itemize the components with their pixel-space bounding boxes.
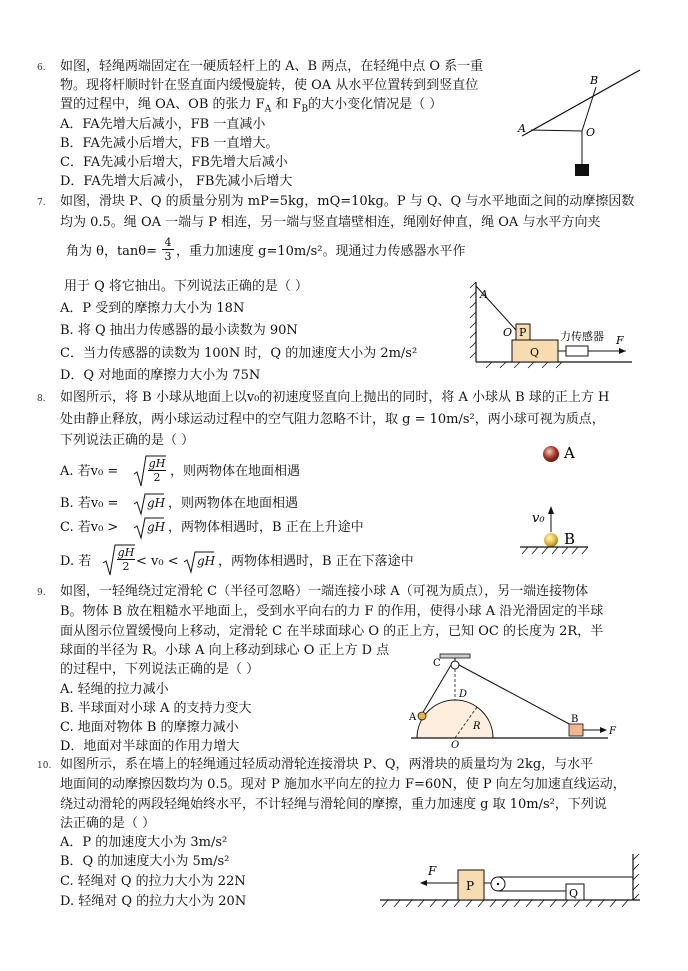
q9-line-4: 球面的半径为 R。小球 A 向上移动到球心 O 正上方 D 点	[60, 643, 390, 658]
label-p: P	[519, 326, 527, 339]
q8-option-b: B. 若v₀ =	[60, 496, 119, 511]
q8-line-2: 处由静止释放，两小球运动过程中的空气阻力忽略不计，取 g = 10m/s²，两小球可视为质点，	[60, 412, 605, 427]
q7-line-3b: ，重力加速度 g=10m/s²。现通过力传感器水平作	[176, 244, 466, 259]
q6-line-1: 如图，轻绳两端固定在一硬质轻杆上的 A、B 两点，在轻绳中点 O 系一重	[60, 59, 484, 74]
q10-option-b: B．Q 的加速度大小为 5m/s²	[60, 854, 230, 869]
tan-fraction: 4 3	[162, 236, 174, 263]
label-a: A	[480, 288, 488, 301]
label-a: A	[518, 122, 526, 135]
question-number: 8.	[37, 394, 46, 404]
label-q: Q	[569, 887, 579, 900]
question-number: 7.	[37, 198, 46, 208]
q10-line-3: 绕过动滑轮的两段轻绳始终水平，不计轻绳与滑轮间的摩擦，重力加速度 g 取 10m/s²，下列说	[60, 797, 607, 812]
question-number: 10.	[37, 761, 52, 771]
label-b: B	[564, 530, 576, 548]
q9-line-1: 如图，一轻绳绕过定滑轮 C（半径可忽略）一端连接小球 A（可视为质点），另一端连接物体	[60, 584, 589, 599]
q6-option-a: A．FA先增大后减小，FB 一直减小	[60, 117, 266, 132]
q7-option-a: A．P 受到的摩擦力大小为 18N	[60, 301, 245, 316]
q7-option-c: C．当力传感器的读数为 100N 时，Q 的加速度大小为 2m/s²	[60, 346, 418, 361]
label-o: O	[586, 126, 596, 139]
q8-option-a: A. 若v₀ =	[60, 464, 119, 479]
label-b: B	[590, 74, 599, 87]
q9-hemisphere-figure	[403, 652, 625, 752]
q10-option-d: D. 轻绳对 Q 的拉力大小为 20N	[60, 894, 247, 909]
q10-option-a: A．P 的加速度大小为 3m/s²	[60, 835, 228, 850]
q7-sensor-figure	[466, 278, 636, 370]
label-o: O	[451, 740, 460, 751]
q8-line-1: 如图所示，将 B 小球从地面上以v₀的初速度竖直向上抛出的同时，将 A 小球从 B 球的正上方 H	[60, 390, 610, 405]
q6-rod-figure	[508, 68, 658, 193]
label-q: Q	[530, 346, 540, 359]
q6-line-2: 物。现将杆顺时针在竖直面内缓慢旋转，使 OA 从水平位置转到到竖直位	[60, 78, 479, 93]
q9-option-b: B. 半球面对小球 A 的支持力变大	[60, 701, 252, 716]
q7-line-4: 用于 Q 将它抽出。下列说法正确的是（ ）	[64, 279, 309, 294]
label-f: F	[609, 726, 616, 737]
q8-option-c-suffix: ，两物体相遇时，B 正在上升途中	[168, 520, 364, 535]
q6-option-d: D．FA先增大后减小， FB先减小后增大	[60, 174, 293, 189]
label-a: A	[564, 444, 575, 462]
q9-option-d: D．地面对半球面的作用力增大	[60, 739, 240, 754]
label-c: C	[433, 658, 441, 669]
q9-line-2: B。物体 B 放在粗糙水平地面上，受到水平向右的力 F 的作用，使得小球 A 沿光滑固定的半球	[60, 604, 604, 619]
q10-line-2: 地面间的动摩擦因数均为 0.5。现对 P 施加水平向左的拉力 F=60N，使 P 向左匀加速直线运动，	[60, 777, 626, 792]
q6-option-b: B．FA先减小后增大，FB 一直增大。	[60, 136, 279, 151]
q10-option-c: C. 轻绳对 Q 的拉力大小为 22N	[60, 874, 246, 889]
label-p: P	[466, 879, 475, 893]
q7-option-d: D．Q 对地面的摩擦力大小为 75N	[60, 368, 261, 383]
q8-option-a-suffix: ，则两物体在地面相遇	[170, 464, 301, 479]
q10-pulley-figure	[370, 848, 662, 910]
q8-option-b-suffix: ，则两物体在地面相遇	[168, 496, 299, 511]
q9-line-3: 面从图示位置缓慢向上移动，定滑轮 C 在半球面球心 O 的正上方，已知 OC 的长度为 2R，半	[60, 624, 604, 639]
label-o: O	[503, 326, 513, 339]
question-number: 6.	[37, 63, 46, 73]
q9-line-5: 的过程中，下列说法正确的是（ ）	[60, 662, 260, 677]
q8-option-c: C. 若v₀ >	[60, 520, 119, 535]
label-f: F	[616, 334, 624, 347]
q7-option-b: B. 将 Q 抽出力传感器的最小读数为 90N	[60, 323, 298, 338]
label-sensor: 力传感器	[560, 330, 604, 343]
q6-option-c: C．FA先减小后增大，FB先增大后减小	[60, 155, 288, 170]
q8-line-3: 下列说法正确的是（ ）	[60, 433, 195, 448]
q7-line-2: 均为 0.5。绳 OA 一端与 P 相连，另一端与竖直墙壁相连，绳刚好伸直，绳 OA 与水平方向夹	[60, 215, 601, 230]
q10-line-1: 如图所示，系在墙上的轻绳通过轻质动滑轮连接滑块 P、Q，两滑块的质量均为 2kg，与水平	[60, 757, 594, 772]
q8-option-d: D. 若	[60, 554, 92, 569]
q9-option-c: C. 地面对物体 B 的摩擦力减小	[60, 720, 239, 735]
label-b: B	[571, 714, 579, 725]
q8-option-d-suffix: ，两物体相遇时，B 正在下落途中	[218, 554, 414, 569]
question-number: 9.	[37, 588, 46, 598]
label-v0: v₀	[532, 511, 545, 526]
q10-line-4: 法正确的是（ ）	[60, 816, 156, 831]
label-r: R	[473, 721, 481, 732]
label-f: F	[428, 864, 437, 878]
q8-option-d-mid: < v₀ <	[136, 554, 179, 569]
q7-line-3: 角为 θ，tanθ=	[66, 244, 158, 259]
q6-line-3: 置的过程中，绳 OA、OB 的张力 $F_A$ 和 $F_B$的大小变化情况是（ ）	[60, 97, 443, 115]
label-d: D	[459, 689, 468, 700]
label-a: A	[409, 712, 417, 723]
q9-option-a: A. 轻绳的拉力减小	[60, 682, 169, 697]
q7-line-1: 如图，滑块 P、Q 的质量分别为 mP=5kg，mQ=10kg。P 与 Q、Q 与水平地面之间的动摩擦因数	[60, 194, 635, 209]
q8-balls-figure	[510, 436, 630, 564]
